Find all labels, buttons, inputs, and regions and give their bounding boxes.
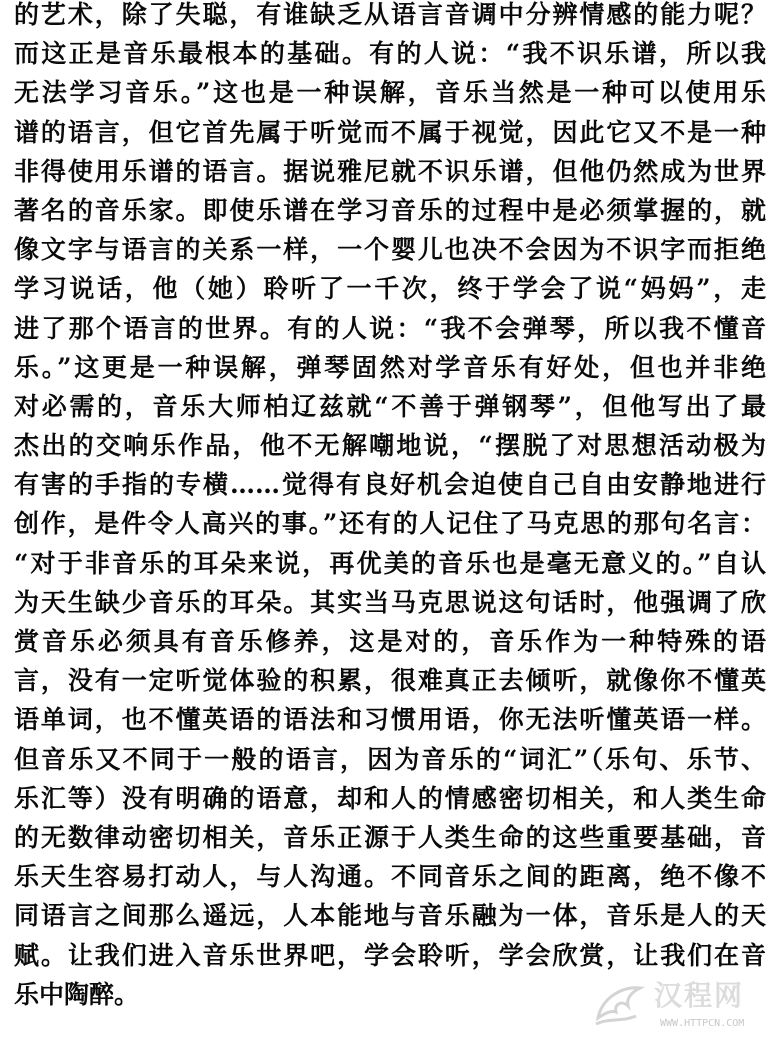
text-line: 非得使用乐谱的语言。据说雅尼就不识乐谱，但他仍然成为世界 [14,156,766,186]
text-line: 但音乐又不同于一般的语言，因为音乐的“词汇”（乐句、乐节、 [14,744,766,774]
text-line: 对必需的，音乐大师柏辽兹就“不善于弹钢琴”，但他写出了最 [14,391,766,421]
text-line: 著名的音乐家。即使乐谱在学习音乐的过程中是必须掌握的，就 [14,195,766,225]
watermark-brand: 汉程网 [654,979,745,1012]
text-line: 像文字与语言的关系一样，一个婴儿也决不会因为不识字而拒绝 [14,235,766,265]
text-line: 为天生缺少音乐的耳朵。其实当马克思说这句话时，他强调了欣 [14,587,766,617]
text-line: 的艺术，除了失聪，有谁缺乏从语言音调中分辨情感的能力呢？ [14,0,766,29]
text-line: 赋。让我们进入音乐世界吧，学会聆听，学会欣赏，让我们在音 [14,940,766,970]
text-line: 乐中陶醉。 [14,979,140,1009]
text-line: 同语言之间那么遥远，人本能地与音乐融为一体，音乐是人的天 [14,901,766,931]
text-line: 谱的语言，但它首先属于听觉而不属于视觉，因此它又不是一种 [14,117,766,147]
text-line: 赏音乐必须具有音乐修养，这是对的，音乐作为一种特殊的语 [14,627,766,656]
text-line: 学习说话，他（她）聆听了一千次，终于学会了说“妈妈”，走 [14,274,766,304]
text-line: 无法学习音乐。”这也是一种误解，音乐当然是一种可以使用乐 [14,78,766,108]
watermark-logo-icon [592,978,648,1028]
text-line: 进了那个语言的世界。有的人说：“我不会弹琴，所以我不懂音 [14,313,766,343]
text-line: 的无数律动密切相关，音乐正源于人类生命的这些重要基础，音 [14,822,766,852]
text-line: 杰出的交响乐作品，他不无解嘲地说，“摆脱了对思想活动极为 [14,431,766,461]
text-line: 有害的手指的专横……觉得有良好机会迫使自己自由安静地进行 [14,470,766,500]
text-line: 语单词，也不懂英语的语法和习惯用语，你无法听懂英语一样。 [14,705,766,735]
document-body [14,0,766,1014]
text-line: 乐天生容易打动人，与人沟通。不同音乐之间的距离，绝不像不 [14,862,766,892]
text-line: 乐汇等）没有明确的语意，却和人的情感密切相关，和人类生命 [14,783,766,813]
text-line: “对于非音乐的耳朵来说，再优美的音乐也是毫无意义的。”自认 [14,548,766,578]
watermark [592,978,772,1038]
text-line: 而这正是音乐最根本的基础。有的人说：“我不识乐谱，所以我 [14,39,766,69]
text-line: 言，没有一定听觉体验的积累，很难真正去倾听，就像你不懂英 [14,666,766,696]
watermark-url: WWW.HTTPCN.COM [660,1018,745,1029]
text-line: 乐。”这更是一种误解，弹琴固然对学音乐有好处，但也并非绝 [14,352,766,382]
text-line: 创作，是件令人高兴的事。”还有的人记住了马克思的那句名言： [14,509,766,539]
